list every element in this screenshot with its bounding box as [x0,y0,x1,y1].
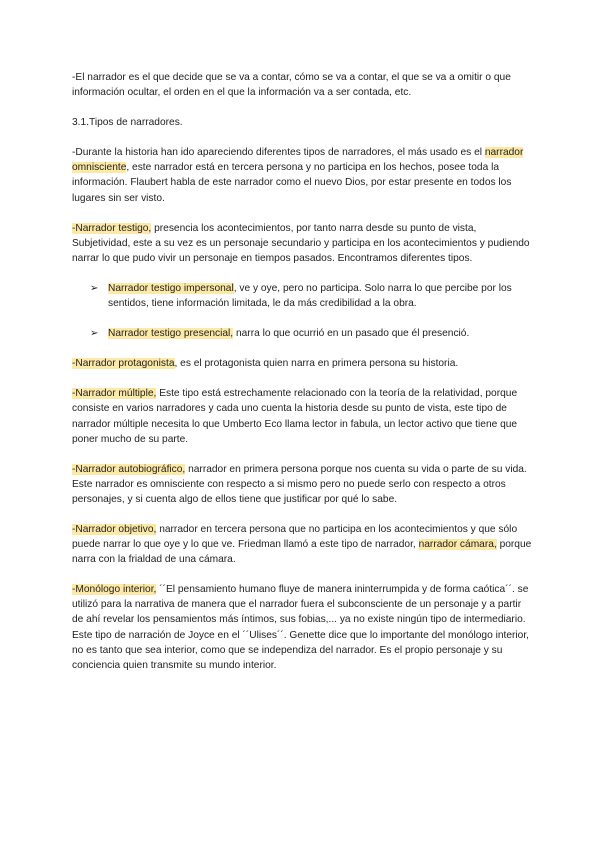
text-fragment: porque narra con la frialdad de una cámara. [72,539,532,566]
section-heading [72,115,532,130]
highlight-narrador-camara: narrador cámara, [418,539,497,551]
paragraph-narrador-protagonista [72,356,532,371]
text-fragment: , ve y oye, pero no participa. Solo narra lo que percibe por los sentidos, tiene información limitada, le da más credibilidad a la obra. [108,282,512,310]
text-fragment: , este narrador está en tercera persona y no participa en los hechos, posee toda la información. Flaubert habla de este narrador como el nuevo Dios, por estar presente en todos los lugares sin ser visto. [72,162,512,204]
paragraph-narrador-multiple [72,386,532,446]
text-fragment: narrador en primera persona porque nos cuenta su vida o parte de su vida. Este narrador es omnisciente con respecto a si mismo pero no puede serlo con respecto a otros personajes, y si cuenta algo de ellos tiene que justificar por qué lo sabe. [72,463,527,505]
paragraph-monologo-interior [72,582,532,673]
highlight-narrador-testigo: -Narrador testigo, [72,222,152,234]
heading-text: 3.1.Tipos de narradores. [72,117,183,129]
highlight-monologo-interior: -Monólogo interior, [72,584,157,596]
text-fragment: Este tipo está estrechamente relacionado con la teoría de la relatividad, porque consiste en varios narradores y cada uno cuenta la historia desde su punto de vista, este tipo de narrador múltiple necesita lo que Umberto Eco llama lector in fabula, un lector activo que tiene que poner mucho de su parte. [72,388,518,445]
highlight-narrador-protagonista: -Narrador protagonista [72,358,175,370]
text-fragment: , es el protagonista quien narra en primera persona su historia. [174,358,459,370]
arrow-bullet-icon: ➢ [90,328,99,340]
text-fragment: ´´El pensamiento humano fluye de manera ininterrumpida y de forma caótica´´. se utilizó para la narrativa de manera que el narrador fuera el subconsciente de un personaje y a partir de ahí revelar los pensamientos más íntimos, sus fobias,... ya no existe ningún tipo de intermediario. Este tipo de narración de Joyce en el ´´Ulises´´. Genette dice que lo importante del monólogo interior, no es tanto que sea interior, como que se independiza del narrador. Es el propio personaje y su conciencia quien transmite su mundo interior. [72,584,529,671]
paragraph-narrador-testigo [72,221,532,266]
highlight-testigo-impersonal: Narrador testigo impersonal [108,282,234,294]
paragraph-intro [72,70,532,100]
arrow-bullet-icon: ➢ [90,282,99,294]
document-page [72,70,532,673]
highlight-narrador-omnisciente: narrador omnisciente [72,147,524,174]
highlight-narrador-objetivo: -Narrador objetivo, [72,523,157,535]
intro-text: -El narrador es el que decide que se va a contar, cómo se va a contar, el que se va a omitir o que información ocultar, el orden en el que la información va a ser contada, etc. [72,72,511,99]
highlight-narrador-multiple: -Narrador múltiple, [72,388,157,400]
highlight-narrador-autobiografico: -Narrador autobiográfico, [72,463,186,475]
text-fragment: presencia los acontecimientos, por tanto narra desde su punto de vista, Subjetividad, este a su vez es un personaje secundario y participa en los acontecimientos y pudiendo narrar lo que pudo vivir un personaje en tiempos pasados. Encontramos diferentes tipos. [72,222,530,264]
text-fragment: narrador en tercera persona que no participa en los acontecimientos y que sólo puede narrar lo que oye y lo que ve. Friedman llamó a este tipo de narrador, [72,523,518,551]
list-item-testigo-presencial [90,326,532,341]
text-fragment: -Durante la historia han ido apareciendo diferentes tipos de narradores, el más usado es el [72,147,485,159]
list-item-testigo-impersonal [90,281,532,311]
paragraph-narrador-objetivo [72,522,532,567]
paragraph-types-intro [72,145,532,205]
highlight-testigo-presencial: Narrador testigo presencial, [108,328,234,340]
text-fragment: narra lo que ocurrió en un pasado que él presenció. [233,328,470,340]
paragraph-narrador-autobiografico [72,462,532,507]
